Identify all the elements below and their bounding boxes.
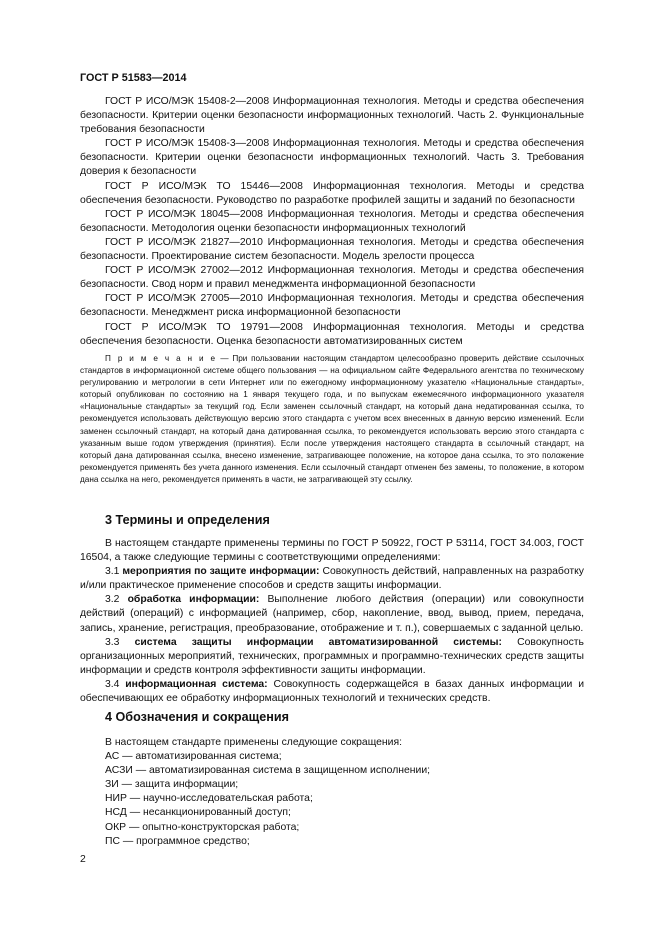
section-3-body	[80, 537, 584, 706]
term-definition	[80, 636, 584, 678]
term-number: 3.4	[105, 678, 126, 690]
note-paragraph	[80, 353, 584, 486]
reference-item: ГОСТ Р ИСО/МЭК ТО 19791—2008 Информационная технология. Методы и средства обеспечения безопасности. Оценка безопасности автоматизированных систем	[80, 321, 584, 347]
reference-item: ГОСТ Р ИСО/МЭК 27002—2012 Информационная технология. Методы и средства обеспечения безопасности. Свод норм и правил менеджмента информационной безопасности	[80, 265, 584, 291]
term-name: система защиты информации автоматизированной системы:	[134, 636, 502, 648]
reference-item: ГОСТ Р ИСО/МЭК 21827—2010 Информационная технология. Методы и средства обеспечения безопасности. Проектирование систем безопасности. Модель зрелости процесса	[80, 236, 584, 263]
page-number: 2	[80, 854, 86, 865]
term-text: Выполнение любого действия (операции) или совокупности действий (операций) с информацией (например, сбор, накопление, ввод, вывод, прием, передача, запись, хранение, регистрация, преобразование, отображение и т. п.), совершаемых с заданной целью.	[80, 594, 584, 634]
section-3-intro: В настоящем стандарте применены термины по ГОСТ Р 50922, ГОСТ Р 53114, ГОСТ 34.003, ГОСТ 16504, а также следующие термины с соответствующими определениями:	[80, 538, 584, 564]
term-definition	[80, 678, 584, 706]
reference-item: ГОСТ Р ИСО/МЭК 15408-2—2008 Информационная технология. Методы и средства обеспечения безопасности. Критерии оценки безопасности информационных технологий. Часть 2. Функциональные требования безопасности	[80, 96, 584, 136]
reference-item: ГОСТ Р ИСО/МЭК 18045—2008 Информационная технология. Методы и средства обеспечения безопасности. Методология оценки безопасности информационных технологий	[80, 208, 584, 234]
abbreviation-item: АС — автоматизированная система;	[105, 751, 282, 763]
term-number: 3.1	[105, 566, 123, 578]
document-code-header: ГОСТ Р 51583—2014	[80, 72, 187, 84]
abbreviation-item: НИР — научно-исследовательская работа;	[105, 793, 313, 805]
abbreviation-item: ОКР — опытно-конструкторская работа;	[105, 821, 300, 833]
term-number: 3.2	[105, 594, 128, 606]
abbreviations-list	[105, 736, 585, 849]
abbreviation-item: ПС — программное средство;	[105, 835, 250, 847]
term-definition	[80, 565, 584, 593]
note-label: П р и м е ч а н и е	[105, 354, 217, 363]
section-4-title: 4 Обозначения и сокращения	[105, 710, 289, 724]
term-text: Совокупность содержащейся в базах данных информации и обеспечивающих ее обработку информационных технологий и технических средств.	[80, 678, 585, 705]
abbreviations-intro: В настоящем стандарте применены следующие сокращения:	[105, 737, 402, 748]
reference-item: ГОСТ Р ИСО/МЭК 15408-3—2008 Информационная технология. Методы и средства обеспечения безопасности. Критерии оценки безопасности информационных технологий. Часть 3. Требования доверия к безопасности	[80, 138, 584, 178]
section-3-title: 3 Термины и определения	[105, 513, 270, 527]
note-text: — При пользовании настоящим стандартом целесообразно проверить действие ссылочных стандартов в информационной системе общего пользования — на официальном сайте Федерального агентства по техническому регулированию и метрологии в сети Интернет или по ежегодному информационному указателю «Национальные стандарты», который опубликован по состоянию на 1 января текущего года, и по выпускам ежемесячного информационного указателя «Национальные стандарты» за текущий год. Если заменен ссылочный стандарт, на который дана недатированная ссылка, то рекомендуется использовать действующую версию этого стандарта с учетом всех внесенных в данную версию изменений. Если заменен ссылочный стандарт, на который дана датированная ссылка, то рекомендуется использовать версию этого стандарта с указанным выше годом утверждения (принятия). Если после утверждения настоящего стандарта в ссылочный стандарт, на который дана датированная ссылка, внесено изменение, затрагивающее положение, на которое дана ссылка, то это положение рекомендуется применять без учета данного изменения. Если ссылочный стандарт отменен без замены, то положение, в котором дана ссылка на него, рекомендуется применять в части, не затрагивающей эту ссылку.	[80, 354, 584, 484]
abbreviation-item: АСЗИ — автоматизированная система в защищенном исполнении;	[105, 765, 431, 777]
term-text: Совокупность организационных мероприятий, технических, программных и программно-технических средств защиты информации и средств контроля эффективности защиты информации.	[80, 636, 584, 676]
reference-item: ГОСТ Р ИСО/МЭК 27005—2010 Информационная технология. Методы и средства обеспечения безопасности. Менеджмент риска информационной безопасности	[80, 293, 584, 319]
term-name: информационная система:	[125, 678, 268, 690]
abbreviation-item: ЗИ — защита информации;	[105, 779, 239, 791]
term-number: 3.3	[105, 636, 135, 648]
normative-references-list	[80, 95, 584, 349]
reference-item: ГОСТ Р ИСО/МЭК ТО 15446—2008 Информационная технология. Методы и средства обеспечения безопасности. Руководство по разработке профилей защиты и заданий по безопасности	[80, 180, 584, 206]
term-definition	[80, 593, 584, 635]
term-name: обработка информации:	[127, 594, 260, 606]
term-text: Совокупность действий, направленных на разработку и/или практическое применение способов и средств защиты информации.	[80, 566, 584, 592]
note-block	[80, 353, 584, 486]
abbreviation-item: НСД — несанкционированный доступ;	[105, 807, 291, 819]
term-name: мероприятия по защите информации:	[122, 566, 320, 578]
